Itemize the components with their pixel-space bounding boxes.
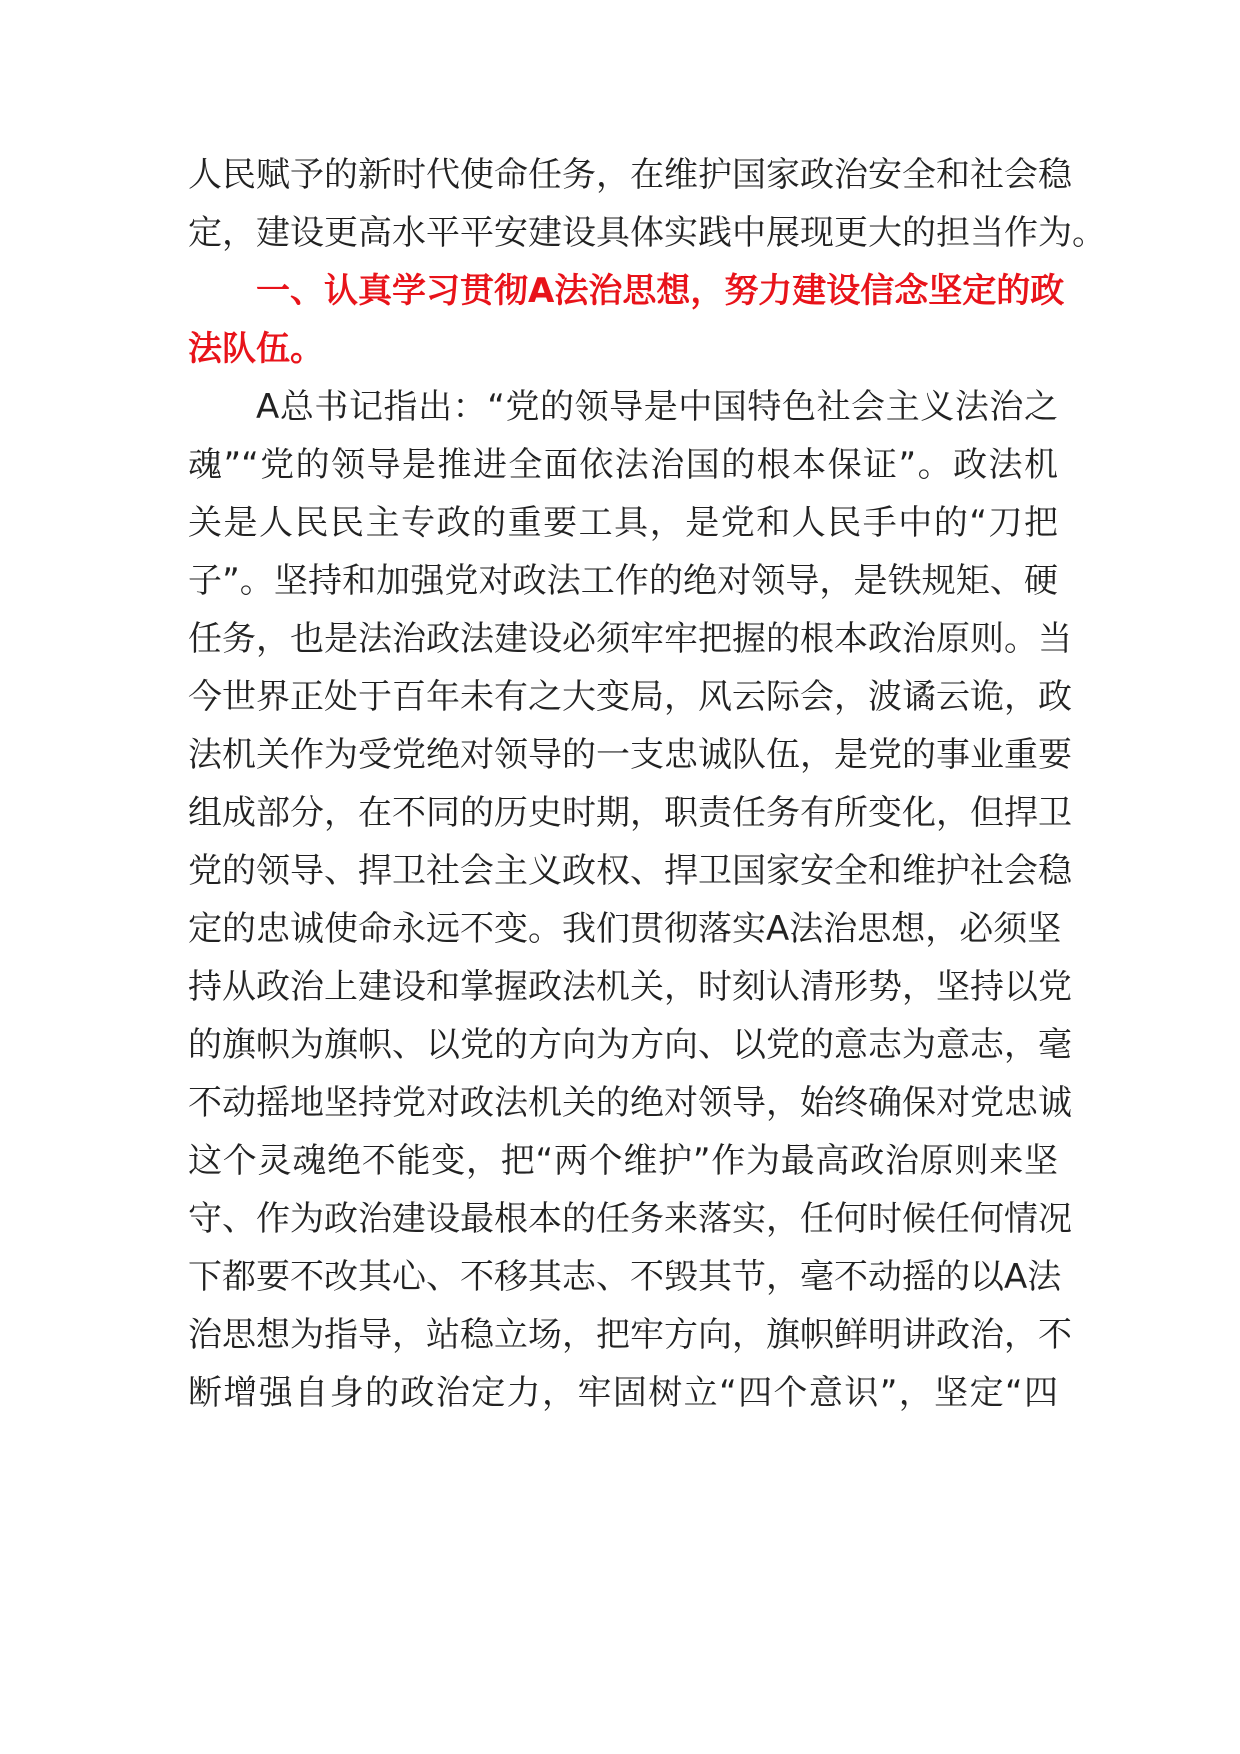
paragraph-line: 关是人民民主专政的重要工具，是党和人民手中的“刀把 — [188, 503, 1058, 543]
paragraph-line: 组成部分，在不同的历史时期，职责任务有所变化，但捍卫 — [188, 793, 1072, 833]
paragraph-line: 断增强自身的政治定力，牢固树立“四个意识”，坚定“四 — [188, 1373, 1058, 1413]
paragraph-line: 守、作为政治建设最根本的任务来落实，任何时候任何情况 — [188, 1199, 1072, 1239]
paragraph-line: 任务，也是法治政法建设必须牢牢把握的根本政治原则。当 — [188, 619, 1072, 659]
paragraph-line: 人民赋予的新时代使命任务，在维护国家政治安全和社会稳 — [188, 155, 1072, 195]
paragraph-line: 党的领导、捍卫社会主义政权、捍卫国家安全和维护社会稳 — [188, 851, 1072, 891]
paragraph-line: 子”。坚持和加强党对政法工作的绝对领导，是铁规矩、硬 — [188, 561, 1058, 601]
section-heading-line: 法队伍。 — [188, 329, 324, 369]
paragraph-line: 定，建设更高水平平安建设具体实践中展现更大的担当作为。 — [188, 213, 1106, 253]
paragraph-line: 法机关作为受党绝对领导的一支忠诚队伍，是党的事业重要 — [188, 735, 1072, 775]
paragraph-line: 魂”“党的领导是推进全面依法治国的根本保证”。政法机 — [188, 445, 1058, 485]
paragraph-line: 治思想为指导，站稳立场，把牢方向，旗帜鲜明讲政治，不 — [188, 1315, 1072, 1355]
paragraph-line: A总书记指出：“党的领导是中国特色社会主义法治之 — [256, 387, 1058, 427]
paragraph-line: 这个灵魂绝不能变，把“两个维护”作为最高政治原则来坚 — [188, 1141, 1058, 1181]
paragraph-line: 下都要不改其心、不移其志、不毁其节，毫不动摇的以A法 — [188, 1257, 1062, 1297]
paragraph-line: 不动摇地坚持党对政法机关的绝对领导，始终确保对党忠诚 — [188, 1083, 1072, 1123]
paragraph-line: 的旗帜为旗帜、以党的方向为方向、以党的意志为意志，毫 — [188, 1025, 1072, 1065]
paragraph-line: 今世界正处于百年未有之大变局，风云际会，波谲云诡，政 — [188, 677, 1072, 717]
paragraph-line: 持从政治上建设和掌握政法机关，时刻认清形势，坚持以党 — [188, 967, 1072, 1007]
paragraph-line: 定的忠诚使命永远不变。我们贯彻落实A法治思想，必须坚 — [188, 909, 1062, 949]
section-heading-line: 一、认真学习贯彻A法治思想，努力建设信念坚定的政 — [256, 271, 1065, 311]
